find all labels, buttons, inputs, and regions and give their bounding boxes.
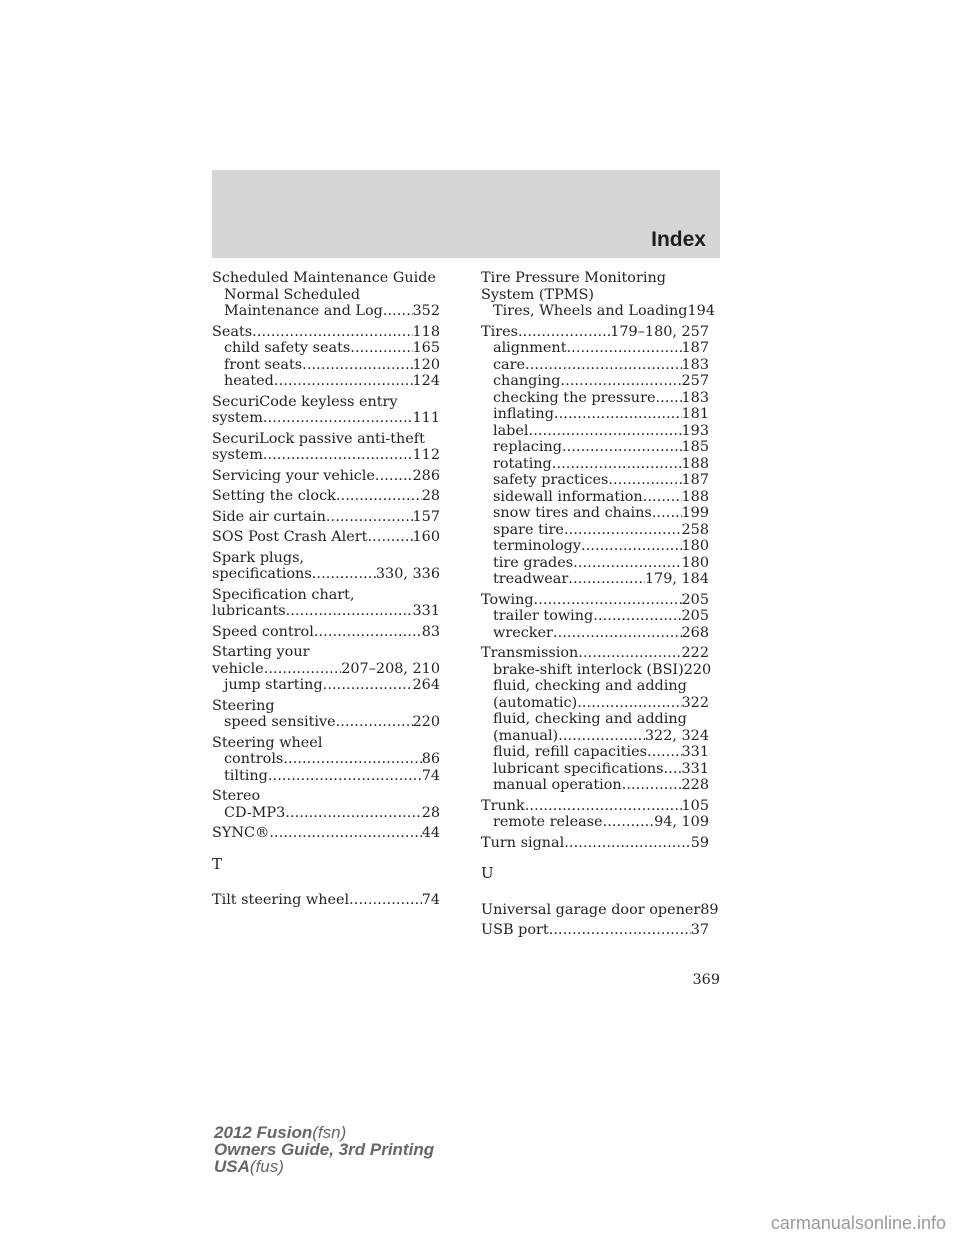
dot-leader [553,625,682,642]
entry-page-ref: 44 [421,825,440,841]
index-subentry-line [481,728,709,745]
dot-leader [593,608,681,625]
index-entry-line [212,825,440,842]
index-letter-heading: T [212,854,223,873]
entry-text: manual operation [493,777,622,793]
entry-text: fluid, checking and adding [493,678,687,694]
entry-page-ref: 160 [412,529,440,545]
entry-text: rotating [493,455,552,472]
entry-page-ref: 187 [681,472,709,488]
index-column-left [212,270,440,913]
entry-text: lubricants [212,603,286,619]
entry-text: Speed control [212,623,314,640]
index-subentry-line [481,661,712,679]
index-subentry-line [481,340,709,357]
index-entry-line [481,835,709,852]
index-entry [212,468,440,485]
entry-page-ref: 188 [681,455,709,472]
index-entry-line [212,509,440,526]
entry-page-ref: 37 [690,922,709,938]
index-subentry-line [481,406,709,423]
entry-text: fluid, checking and adding [493,711,687,727]
index-entry-line [212,431,440,448]
index-entry [481,270,715,320]
entry-page-ref: 352 [412,303,440,319]
dot-leader [312,566,376,583]
index-subentry-line [481,472,709,489]
footer-region: USA [214,1157,250,1176]
entry-text: Normal Scheduled [224,286,361,303]
index-entry [212,624,440,641]
index-entry-line [212,488,440,505]
entry-text: sidewall information [493,488,643,505]
entry-page-ref: 94, 109 [654,814,709,830]
footer-print-info [214,1124,434,1175]
dot-leader [263,410,413,427]
dot-leader [568,571,645,588]
index-subentry-line [481,744,709,761]
entry-page-ref: 193 [681,422,709,439]
entry-page-ref: 74 [421,892,440,908]
entry-page-ref: 331 [681,760,709,777]
dot-leader [286,603,413,620]
entry-text: Setting the clock [212,488,336,504]
index-entry [212,324,440,390]
index-entry [481,645,712,794]
index-subentry-line [212,751,440,768]
index-subentry-line [481,777,709,794]
entry-text: Turn signal [481,834,565,851]
index-entry-line [212,587,440,604]
dot-leader [264,661,342,678]
index-entry [212,587,440,620]
entry-text: Starting your [212,644,310,660]
index-entry [212,509,440,526]
entry-text: tilting [224,767,268,784]
entry-text: speed sensitive [224,714,336,730]
entry-text: Universal garage door opener [481,901,701,918]
index-subentry-line [212,768,440,785]
index-entry [212,644,440,694]
entry-page-ref: 183 [681,356,709,373]
entry-text: Seats [212,323,253,340]
index-entry [212,550,440,583]
entry-text: jump starting [224,677,323,693]
dot-leader [252,324,412,341]
dot-leader [274,373,413,390]
entry-page-ref: 286 [412,467,440,484]
entry-page-ref: 207–208, 210 [341,660,440,677]
index-entry-line [481,270,709,287]
index-subentry-line [481,761,709,778]
index-entry [212,698,440,731]
entry-text: safety practices [493,472,609,488]
entry-text: terminology [493,538,581,554]
entry-text: inflating [493,406,554,422]
entry-page-ref: 118 [412,323,440,340]
entry-page-ref: 165 [412,340,440,356]
entry-text: Trunk [481,797,525,814]
entry-page-ref: 179, 184 [644,571,709,587]
index-subentry-line [481,711,709,728]
entry-text: controls [224,751,284,767]
entry-text: System (TPMS) [481,286,594,303]
index-entry-line [481,922,709,939]
footer-model: 2012 Fusion [214,1123,313,1142]
footer-region-code: (fus) [249,1157,284,1176]
index-subentry-line [481,695,709,712]
dot-leader [314,624,422,641]
index-entry-line [212,529,440,546]
index-entry [212,892,440,909]
index-subentry-line [481,303,715,320]
entry-text: treadwear [493,571,569,587]
index-entry [481,835,709,852]
index-entry [212,735,440,785]
dot-leader [562,439,682,456]
index-entry [212,270,440,320]
entry-text: (manual) [493,727,559,744]
dot-leader [326,509,413,526]
entry-page-ref: 185 [681,439,709,455]
entry-text: replacing [493,439,562,455]
entry-page-ref: 205 [681,608,709,624]
entry-text: CD-MP3 [224,804,286,821]
dot-leader [608,472,681,489]
footer-printing: Owners Guide, 3rd Printing [214,1140,435,1159]
dot-leader [552,456,682,473]
entry-text: Transmission [481,645,579,661]
dot-leader [367,529,412,546]
entry-page-ref: 187 [681,340,709,356]
watermark: carmanualsonline.info [770,1213,946,1233]
dot-leader [655,390,681,407]
dot-leader [323,677,413,694]
entry-page-ref: 205 [681,591,709,608]
dot-leader [664,761,682,778]
dot-leader [529,423,682,440]
entry-page-ref: 222 [681,645,709,661]
entry-text: Tilt steering wheel [212,892,350,908]
entry-text: Tire Pressure Monitoring [481,270,666,286]
entry-page-ref: 74 [421,767,440,784]
dot-leader [652,505,682,522]
entry-text: Maintenance and Log [224,303,383,319]
entry-text: fluid, refill capacities [493,744,647,760]
index-subentry-line [481,357,709,374]
dot-leader [578,645,681,662]
index-entry-line [212,566,440,583]
entry-page-ref: 258 [681,521,709,538]
entry-page-ref: 89 [700,901,719,918]
dot-leader [534,592,682,609]
entry-text: lubricant specifications [493,760,664,777]
dot-leader [558,728,645,745]
entry-page-ref: 179–180, 257 [610,323,709,340]
dot-leader [375,468,413,485]
entry-text: snow tires and chains [493,505,652,521]
index-entry-line [212,624,440,641]
index-entry [481,922,709,939]
entry-text: specifications [212,566,312,582]
index-letter-heading: U [481,864,494,882]
dot-leader [573,555,681,572]
entry-page-ref: 188 [681,488,709,505]
dot-leader [269,825,421,842]
entry-page-ref: 257 [681,373,709,389]
entry-page-ref: 59 [690,834,709,851]
entry-page-ref: 86 [421,751,440,767]
section-title: Index [651,228,706,251]
entry-text: remote release [493,814,603,830]
entry-page-ref: 228 [681,777,709,793]
dot-leader [525,798,682,815]
entry-text: tire grades [493,554,574,571]
index-subentry-line [212,287,440,304]
index-subentry-line [481,390,709,407]
dot-leader [643,489,682,506]
index-subentry-line [481,489,709,506]
entry-page-ref: 331 [412,603,440,619]
index-entry-line [212,394,440,411]
entry-page-ref: 112 [412,447,440,463]
dot-leader [263,447,413,464]
entry-page-ref: 264 [412,677,440,693]
entry-page-ref: 83 [421,623,440,640]
index-subentry-line [481,555,709,572]
dot-leader [383,303,413,320]
entry-text: Specification chart, [212,586,355,603]
index-subentry-line [481,439,709,456]
index-entry-line [212,324,440,341]
entry-text: SOS Post Crash Alert [212,529,368,545]
index-entry [212,529,440,546]
footer-model-code: (fsn) [312,1123,347,1142]
index-entry [481,324,709,588]
index-column-right [481,270,719,943]
index-subentry-line [481,814,709,831]
index-subentry-line [481,678,709,695]
entry-text: vehicle [212,660,264,677]
index-entry-line [212,468,440,485]
index-entry [481,798,709,831]
index-entry [481,592,709,642]
dot-leader [564,522,682,539]
dot-leader [336,488,422,505]
index-entry [212,394,440,427]
dot-leader [549,922,691,939]
dot-leader [554,406,682,423]
entry-text: SecuriCode keyless entry [212,393,398,410]
index-subentry-line [481,505,709,522]
dot-leader [525,357,681,374]
entry-text: Tires [481,323,518,340]
entry-page-ref: 180 [681,554,709,571]
index-entry [212,788,440,821]
entry-text: Stereo [212,788,261,804]
index-subentry-line [481,522,709,539]
entry-page-ref: 330, 336 [375,566,440,582]
index-entry-line [212,447,440,464]
entry-text: Towing [481,591,534,608]
dot-leader [285,805,421,822]
index-entry-line [481,287,709,304]
index-entry-line [212,410,440,427]
index-entry-line [212,603,440,620]
dot-leader [283,751,421,768]
entry-text: Side air curtain [212,508,326,525]
dot-leader [577,695,681,712]
index-entry-line [212,698,440,715]
entry-text: Tires, Wheels and Loading [493,303,688,319]
entry-text: changing [493,373,561,389]
index-entry [481,901,719,919]
index-subentry-line [481,423,709,440]
entry-text: Scheduled Maintenance Guide [212,270,436,286]
entry-text: (automatic) [493,694,578,711]
entry-page-ref: 220 [683,661,712,678]
index-entry-line [481,798,709,815]
dot-leader [560,373,681,390]
index-entry-line [212,892,440,909]
index-subentry-line [481,538,709,555]
index-entry-line [212,270,440,287]
entry-text: alignment [493,340,567,356]
index-subentry-line [212,677,440,694]
index-subentry-line [212,714,440,731]
entry-text: SYNC® [212,825,270,841]
entry-text: care [493,356,526,373]
index-subentry-line [212,373,440,390]
entry-text: spare tire [493,521,564,538]
entry-text: wrecker [493,624,553,641]
dot-leader [349,892,422,909]
index-subentry-line [212,340,440,357]
entry-page-ref: 183 [681,389,709,406]
section-header-band [212,170,720,258]
dot-leader [302,357,412,374]
index-subentry-line [481,571,709,588]
entry-page-ref: 120 [412,356,440,373]
index-entry-line [212,550,440,567]
entry-page-ref: 105 [681,797,709,814]
entry-text: brake-shift interlock (BSI) [493,661,684,678]
entry-text: front seats [224,356,303,373]
dot-leader [336,714,413,731]
entry-text: label [493,422,529,439]
entry-text: child safety seats [224,340,351,356]
entry-page-ref: 331 [681,744,709,760]
entry-text: checking the pressure [493,389,656,406]
index-entry [212,825,440,842]
entry-page-ref: 194 [687,303,715,319]
entry-page-ref: 268 [681,624,709,641]
index-entry-line [481,324,709,341]
entry-text: Spark plugs, [212,549,305,566]
index-entry-line [481,645,709,662]
index-entry-line [212,661,440,678]
dot-leader [647,744,682,761]
page-number: 369 [692,972,720,988]
dot-leader [564,835,690,852]
index-subentry-line [481,373,709,390]
entry-page-ref: 322 [681,694,709,711]
entry-page-ref: 28 [421,488,440,504]
index-subentry-line [212,357,440,374]
dot-leader [566,340,681,357]
dot-leader [581,538,682,555]
dot-leader [622,777,682,794]
entry-text: system [212,410,263,426]
index-entry-line [212,735,440,752]
index-entry-line [212,788,440,805]
index-subentry-line [481,456,709,473]
entry-page-ref: 111 [412,410,440,426]
entry-page-ref: 180 [681,538,709,554]
entry-text: heated [224,373,274,389]
entry-page-ref: 322, 324 [644,727,709,744]
index-subentry-line [481,625,709,642]
dot-leader [603,814,654,831]
index-subentry-line [481,608,709,625]
entry-text: system [212,447,263,463]
dot-leader [350,340,412,357]
index-entry-line [212,644,440,661]
index-entry-line [481,901,719,919]
dot-leader [518,324,610,341]
index-entry [212,431,440,464]
index-entry-line [481,592,709,609]
entry-page-ref: 181 [681,406,709,422]
index-subentry-line [212,805,440,822]
entry-page-ref: 220 [412,714,440,730]
entry-page-ref: 28 [421,804,440,821]
entry-text: Steering [212,697,275,714]
entry-text: USB port [481,922,549,938]
dot-leader [268,768,422,785]
entry-page-ref: 199 [681,505,709,521]
entry-text: Servicing your vehicle [212,467,375,484]
entry-page-ref: 157 [412,508,440,525]
index-subentry-line [212,303,440,320]
entry-text: trailer towing [493,608,594,624]
index-entry [212,488,440,505]
entry-text: SecuriLock passive anti-theft [212,430,425,447]
entry-page-ref: 124 [412,373,440,389]
entry-text: Steering wheel [212,734,323,751]
